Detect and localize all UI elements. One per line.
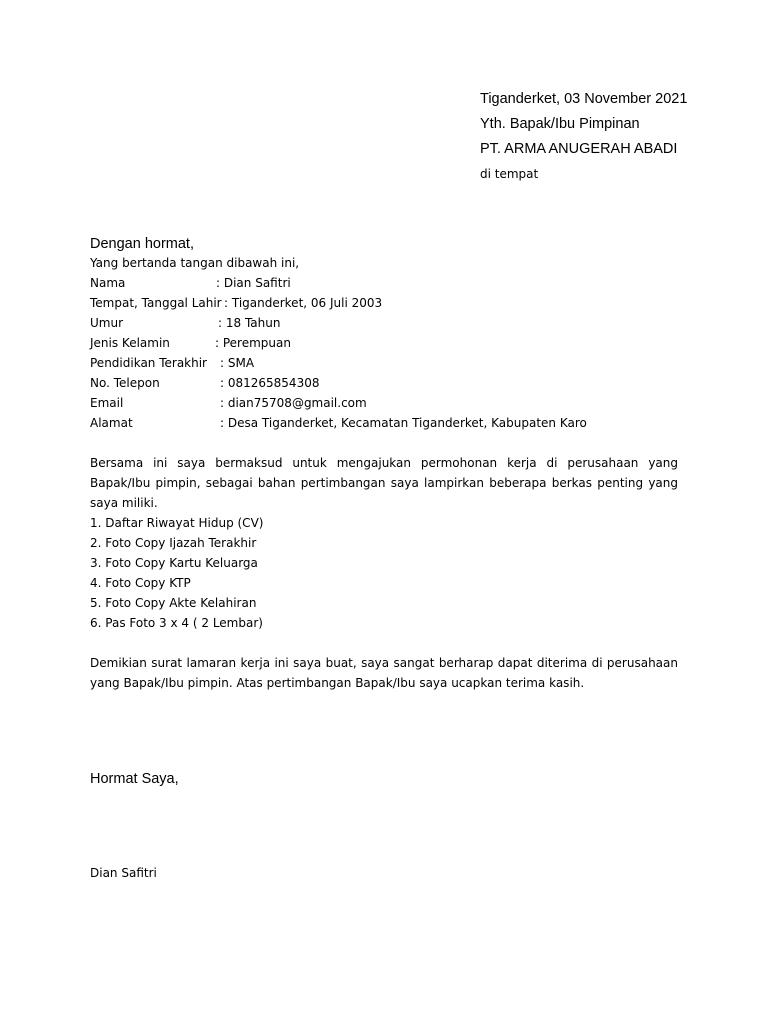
field-label-jenis-kelamin: Jenis Kelamin: [90, 336, 170, 350]
recipient-line: Yth. Bapak/Ibu Pimpinan: [480, 116, 640, 132]
list-item: 4. Foto Copy KTP: [90, 576, 191, 590]
field-value-ttl: : Tiganderket, 06 Juli 2003: [224, 296, 383, 310]
list-item: 5. Foto Copy Akte Kelahiran: [90, 596, 257, 610]
letter-date: Tiganderket, 03 November 2021: [480, 91, 688, 107]
intro-line: Yang bertanda tangan dibawah ini,: [90, 256, 300, 270]
field-value-alamat: : Desa Tiganderket, Kecamatan Tiganderket, Kabupaten Karo: [220, 416, 587, 430]
list-item: 3. Foto Copy Kartu Keluarga: [90, 556, 258, 570]
closing-line: Hormat Saya,: [90, 771, 179, 787]
signature-name: Dian Safitri: [90, 866, 157, 880]
company-name: PT. ARMA ANUGERAH ABADI: [480, 141, 678, 157]
field-value-telepon: : 081265854308: [220, 376, 320, 390]
list-item: 1. Daftar Riwayat Hidup (CV): [90, 516, 264, 530]
list-item: 6. Pas Foto 3 x 4 ( 2 Lembar): [90, 616, 263, 630]
field-label-nama: Nama: [90, 276, 126, 290]
paragraph-request: Bersama ini saya bermaksud untuk mengajukan permohonan kerja di perusahaan yang Bapak/Ibu pimpin, sebagai bahan pertimbangan saya lampirkan beberapa berkas penting yang saya miliki.: [90, 456, 678, 510]
field-label-alamat: Alamat: [90, 416, 133, 430]
field-label-pendidikan: Pendidikan Terakhir: [90, 356, 207, 370]
field-label-ttl: Tempat, Tanggal Lahir: [90, 296, 222, 310]
field-label-telepon: No. Telepon: [90, 376, 160, 390]
field-label-umur: Umur: [90, 316, 124, 330]
recipient-place: di tempat: [480, 167, 539, 181]
field-value-pendidikan: : SMA: [220, 356, 255, 370]
attachment-list: [90, 513, 263, 633]
field-value-email: : dian75708@gmail.com: [220, 396, 367, 410]
paragraph-closing: Demikian surat lamaran kerja ini saya buat, saya sangat berharap dapat diterima di perusahaan yang Bapak/Ibu pimpin. Atas pertimbangan Bapak/Ibu saya ucapkan terima kasih.: [90, 656, 678, 690]
salutation: Dengan hormat,: [90, 236, 194, 252]
list-item: 2. Foto Copy Ijazah Terakhir: [90, 536, 257, 550]
field-value-umur: : 18 Tahun: [218, 316, 281, 330]
field-value-jenis-kelamin: : Perempuan: [215, 336, 291, 350]
field-label-email: Email: [90, 396, 124, 410]
field-value-nama: : Dian Safitri: [216, 276, 291, 290]
